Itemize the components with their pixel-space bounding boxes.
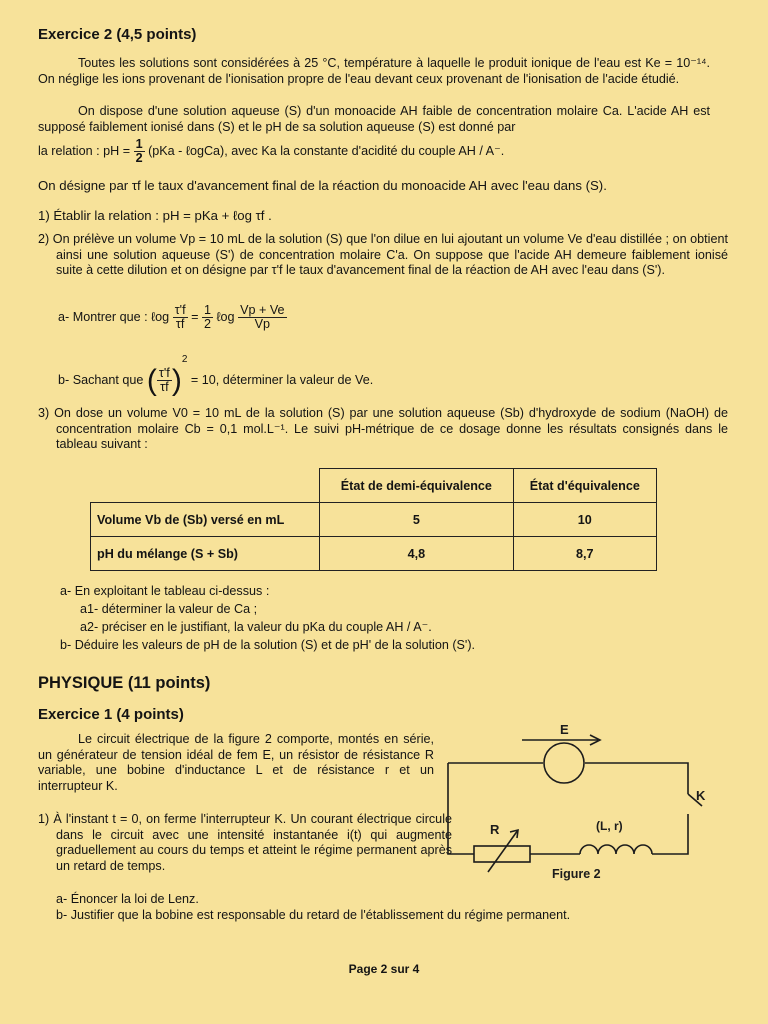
fraction-denominator: 2 (203, 317, 211, 331)
question-2: 2) On prélève un volume Vp = 10 mL de la solution (S) que l'on dilue en lui ajoutant un volume Ve d'eau distillée ; on obtient ainsi une solution aqueuse (S') de concentration molaire C'a. On suppose que l'acide AH demeure faiblement ionisé suite à cette dilution et on désigne par τ'f le taux d'avancement final de la réaction de AH avec l'eau dans (S'). (38, 232, 728, 278)
table-cell: 5 (320, 503, 514, 537)
physique-question-1b: b- Justifier que la bobine est responsable du retard de l'établissement du régime permanent. (56, 908, 571, 922)
physique-title: PHYSIQUE (11 points) (38, 674, 211, 692)
ex2-tau-definition: On désigne par τf le taux d'avancement final de la réaction du monoacide AH avec l'eau dans (S). (38, 178, 607, 193)
results-table (90, 468, 657, 571)
wire-top-right (585, 763, 688, 794)
table-row-label: Volume Vb de (Sb) versé en mL (91, 503, 320, 537)
table-row-label: pH du mélange (S + Sb) (91, 537, 320, 571)
tau-ratio-fraction (157, 367, 172, 394)
table-header: État d'équivalence (513, 469, 656, 503)
q2b-lead: b- Sachant que (58, 372, 144, 387)
relation-body: (pKa - ℓogCa), avec Ka la constante d'acidité du couple AH / A⁻. (148, 143, 505, 158)
equals-sign: = (191, 309, 199, 324)
ex2-intro-paragraph: Toutes les solutions sont considérées à 25 °C, température à laquelle le produit ionique de l'eau est Ke = 10⁻¹⁴. On néglige les ions provenant de l'ionisation propre de l'eau devant ceux provenant de l'ionisation de l'acide étudié. (38, 56, 710, 86)
fraction-numerator: τ'f (174, 303, 186, 317)
page-footer: Page 2 sur 4 (348, 962, 420, 976)
fraction-numerator: Vp + Ve (240, 303, 285, 317)
ex2-solution-paragraph: On dispose d'une solution aqueuse (S) d'un monoacide AH faible de concentration molaire Ca. L'acide AH est supposé faiblement ionisé dans (S) et le pH de sa solution aqueuse (S) est donné par (38, 104, 710, 134)
physique-question-1: 1) À l'instant t = 0, on ferme l'interrupteur K. Un courant électrique circule dans le circuit avec une intensité instantanée i(t) qui augmente graduellement au cours du temps et atteint le régime permanent après un retard de temps. (38, 812, 452, 873)
one-half-fraction (134, 138, 145, 165)
right-paren: ) (171, 363, 182, 397)
fraction-denominator: τf (160, 380, 169, 395)
label-k: K (696, 788, 706, 803)
question-2b (58, 352, 373, 401)
label-e: E (560, 722, 569, 737)
question-3b: b- Déduire les valeurs de pH de la solution (S) et de pH' de la solution (S'). (60, 638, 476, 652)
log-symbol: ℓog (216, 309, 235, 324)
table-row (91, 503, 657, 537)
volume-ratio-fraction (238, 304, 286, 331)
one-half-fraction (202, 304, 213, 331)
table-cell: 10 (513, 503, 656, 537)
circuit-description: Le circuit électrique de la figure 2 comporte, montés en série, un générateur de tension idéal de fem E, un résistor de résistance R variable, une bobine d'inductance L et de résistance r et un interrupteur K. (38, 732, 434, 793)
wire-left (448, 763, 474, 854)
question-3a2: a2- préciser en le justifiant, la valeur du pKa du couple AH / A⁻. (80, 620, 432, 634)
exponent: 2 (181, 354, 188, 365)
question-3: 3) On dose un volume V0 = 10 mL de la solution (S) par une solution aqueuse (Sb) d'hydroxyde de sodium (NaOH) de concentration molaire Cb = 0,1 mol.L⁻¹. Le suivi pH-métrique de ce dosage donne les résultats consignés dans le tableau suivant : (38, 406, 728, 452)
fraction-denominator: 2 (135, 151, 143, 165)
question-3a1: a1- déterminer la valeur de Ca ; (80, 602, 258, 616)
label-lr: (L, r) (596, 819, 623, 833)
figure-caption: Figure 2 (552, 867, 601, 881)
relation-lead: la relation : pH = (38, 143, 131, 158)
coil-icon (580, 845, 652, 854)
table-header: État de demi-équivalence (320, 469, 514, 503)
left-paren: ( (146, 363, 157, 397)
tau-ratio-fraction (173, 304, 188, 331)
wire-right (652, 814, 688, 854)
fraction-numerator: τ'f (158, 366, 170, 381)
resistor-icon (474, 846, 530, 862)
fraction-numerator: 1 (203, 303, 211, 317)
fraction-denominator: Vp (254, 317, 270, 331)
question-2a (58, 304, 287, 331)
generator-icon (544, 743, 584, 783)
label-r: R (490, 822, 500, 837)
ph-relation-line (38, 138, 728, 165)
table-cell: 4,8 (320, 537, 514, 571)
question-1: 1) Établir la relation : pH = pKa + ℓog τf . (38, 208, 272, 223)
fraction-numerator: 1 (135, 137, 143, 151)
exercise-2-title: Exercice 2 (4,5 points) (38, 26, 197, 43)
table-row (91, 537, 657, 571)
table-header-row (91, 469, 657, 503)
table-cell: 8,7 (513, 537, 656, 571)
question-3a: a- En exploitant le tableau ci-dessus : (60, 584, 270, 598)
circuit-figure (440, 720, 720, 890)
physique-question-1a: a- Énoncer la loi de Lenz. (56, 892, 199, 906)
table-empty-cell (91, 469, 320, 503)
q2a-lead: a- Montrer que : (58, 309, 148, 324)
log-symbol: ℓog (151, 309, 170, 324)
q2b-tail: = 10, déterminer la valeur de Ve. (190, 372, 374, 387)
fraction-denominator: τf (175, 317, 185, 331)
physique-exercise-1-title: Exercice 1 (4 points) (38, 706, 184, 723)
